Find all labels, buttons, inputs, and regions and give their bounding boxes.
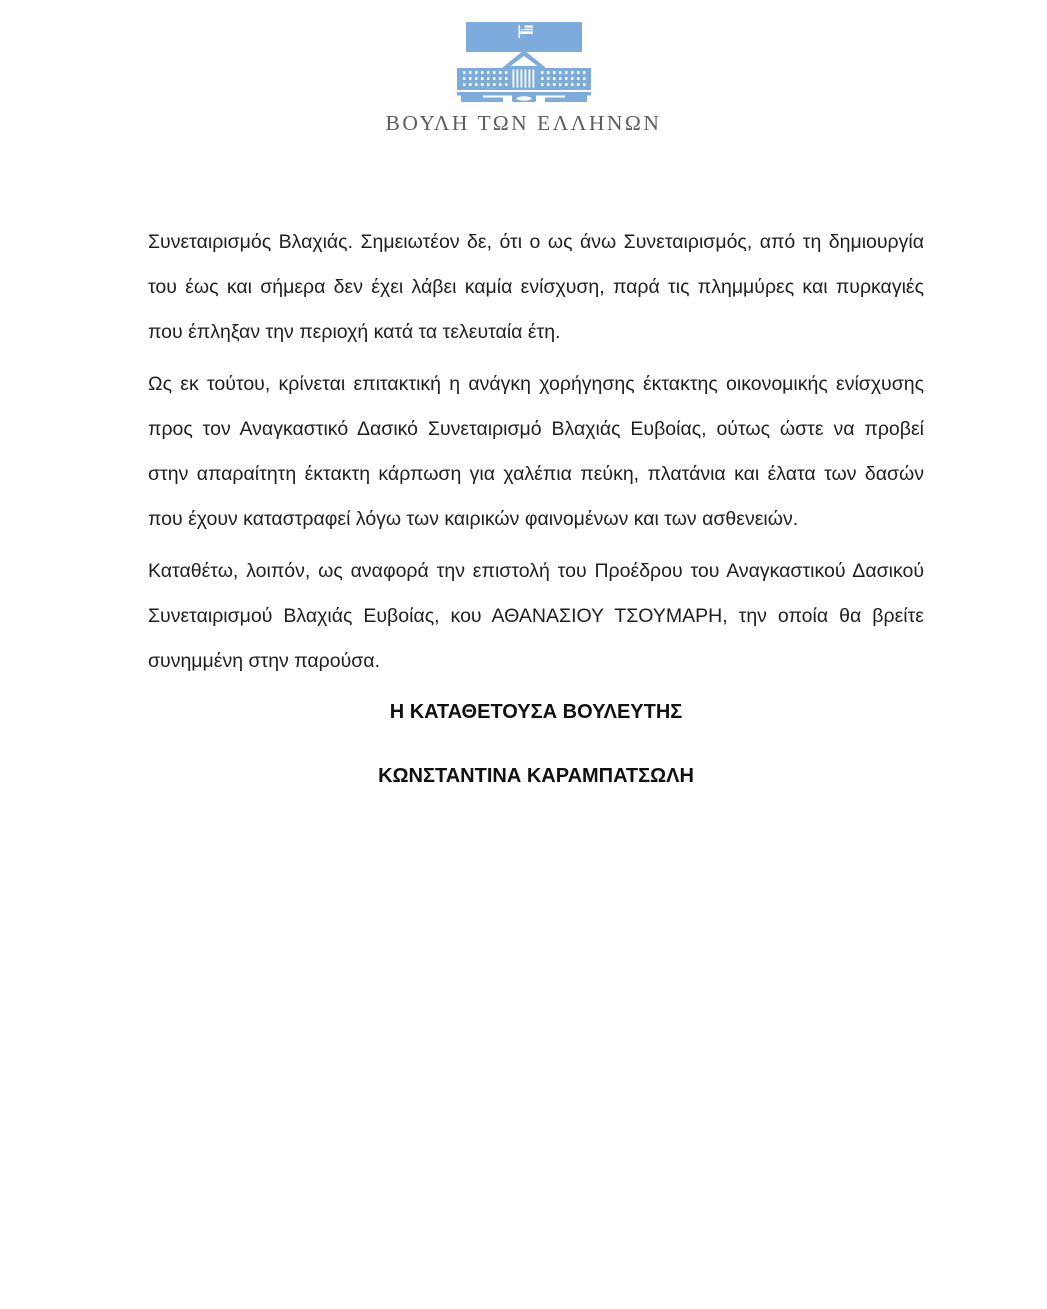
signature-role: Η ΚΑΤΑΘΕΤΟΥΣΑ ΒΟΥΛΕΥΤΗΣ	[389, 701, 683, 723]
body-paragraph: Συνεταιρισμός Βλαχιάς. Σημειωτέον δε, ότι ο ως άνω Συνεταιρισμός, από τη δημιουργία του έως και σήμερα δεν έχει λάβει καμία ενίσχυση, παρά τις πλημμύρες και πυρκαγιές που έπληξαν την περιοχή κατά τα τελευταία έτη.	[148, 231, 924, 343]
signature-block	[148, 698, 924, 790]
hellenic-parliament-logo	[0, 22, 1047, 104]
parliament-building-icon	[457, 22, 591, 104]
body-paragraph: Καταθέτω, λοιπόν, ως αναφορά την επιστολή του Προέδρου του Αναγκαστικού Δασικού Συνεταιρισμού Βλαχιάς Ευβοίας, κου ΑΘΑΝΑΣΙΟΥ ΤΣΟΥΜΑΡΗ, την οποία θα βρείτε συνημμένη στην παρούσα.	[148, 560, 924, 672]
signature-name: ΚΩΝΣΤΑΝΤΙΝΑ ΚΑΡΑΜΠΑΤΣΩΛΗ	[378, 765, 694, 787]
body-paragraph: Ως εκ τούτου, κρίνεται επιτακτική η ανάγκη χορήγησης έκτακτης οικονομικής ενίσχυσης προς τον Αναγκαστικό Δασικό Συνεταιρισμό Βλαχιάς Ευβοίας, ούτως ώστε να προβεί στην απαραίτητη έκτακτη κάρπωση για χαλέπια πεύκη, πλατάνια και έλατα των δασών που έχουν καταστραφεί λόγω των καιρικών φαινομένων και των ασθενειών.	[148, 373, 924, 530]
document-body	[148, 220, 924, 790]
document-header	[0, 22, 1047, 136]
parliament-title: ΒΟΥΛΗ ΤΩΝ ΕΛΛΗΝΩΝ	[385, 111, 662, 135]
